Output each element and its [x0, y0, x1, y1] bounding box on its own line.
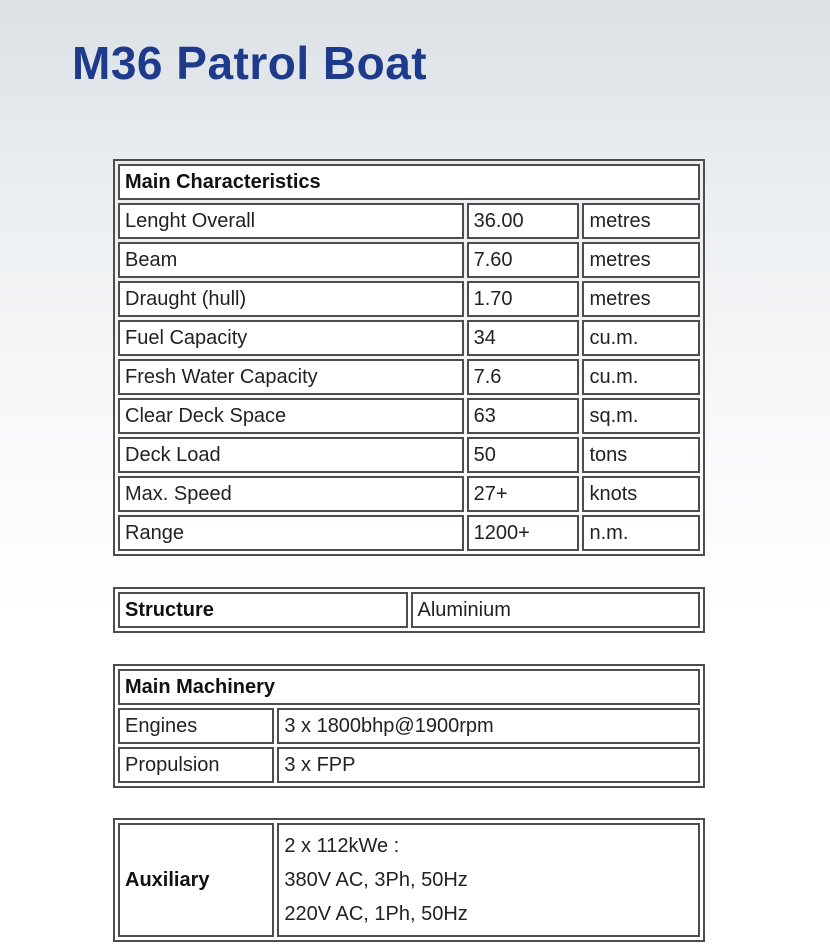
auxiliary-line: 380V AC, 3Ph, 50Hz [284, 868, 468, 891]
spec-value: 7.6 [467, 359, 580, 395]
spec-label: Lenght Overall [118, 203, 464, 239]
spec-unit: sq.m. [582, 398, 700, 434]
spec-unit: cu.m. [582, 320, 700, 356]
main-characteristics-header: Main Characteristics [118, 164, 700, 200]
spec-unit: metres [582, 281, 700, 317]
spec-label: Fuel Capacity [118, 320, 464, 356]
spec-label: Engines [118, 708, 274, 744]
page-title: M36 Patrol Boat [72, 37, 428, 89]
spec-value: 63 [467, 398, 580, 434]
spec-unit: n.m. [582, 515, 700, 551]
main-machinery-table [113, 664, 705, 788]
spec-unit: metres [582, 242, 700, 278]
structure-table [113, 587, 705, 633]
spec-label: Max. Speed [118, 476, 464, 512]
table-row [118, 203, 700, 239]
spec-value: 50 [467, 437, 580, 473]
main-machinery-header: Main Machinery [118, 669, 700, 705]
table-row [118, 398, 700, 434]
table-row [118, 437, 700, 473]
structure-value: Aluminium [411, 592, 701, 628]
table-row [118, 281, 700, 317]
table-header-row [118, 669, 700, 705]
main-characteristics-table [113, 159, 705, 556]
spec-value: 1200+ [467, 515, 580, 551]
table-row [118, 320, 700, 356]
spec-label: Draught (hull) [118, 281, 464, 317]
table-row [118, 592, 700, 628]
spec-label: Beam [118, 242, 464, 278]
table-row [118, 242, 700, 278]
spec-label: Fresh Water Capacity [118, 359, 464, 395]
spec-value: 3 x FPP [277, 747, 700, 783]
spec-unit: metres [582, 203, 700, 239]
spec-label: Range [118, 515, 464, 551]
spec-value: 36.00 [467, 203, 580, 239]
table-header-row [118, 164, 700, 200]
spec-value: 1.70 [467, 281, 580, 317]
auxiliary-table [113, 818, 705, 942]
spec-unit: knots [582, 476, 700, 512]
spec-label: Propulsion [118, 747, 274, 783]
spec-value: 34 [467, 320, 580, 356]
table-row [118, 708, 700, 744]
table-row [118, 747, 700, 783]
spec-label: Deck Load [118, 437, 464, 473]
table-row [118, 476, 700, 512]
spec-label: Clear Deck Space [118, 398, 464, 434]
spec-unit: cu.m. [582, 359, 700, 395]
spec-unit: tons [582, 437, 700, 473]
auxiliary-line: 220V AC, 1Ph, 50Hz [284, 902, 468, 925]
table-row [118, 359, 700, 395]
auxiliary-label: Auxiliary [118, 823, 274, 937]
auxiliary-value [277, 823, 700, 937]
spec-value: 27+ [467, 476, 580, 512]
spec-value: 3 x 1800bhp@1900rpm [277, 708, 700, 744]
structure-label: Structure [118, 592, 408, 628]
auxiliary-line: 2 x 112kWe : [284, 834, 400, 857]
table-row [118, 515, 700, 551]
spec-value: 7.60 [467, 242, 580, 278]
table-row [118, 823, 700, 937]
